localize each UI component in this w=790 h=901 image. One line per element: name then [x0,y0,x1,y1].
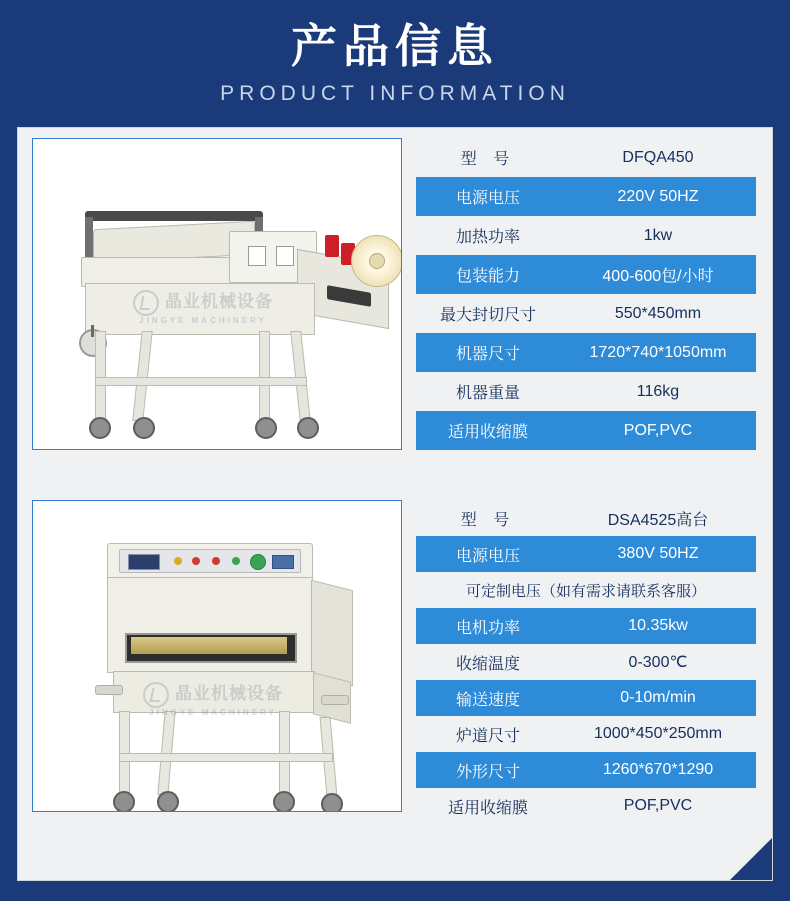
spec-value: DFQA450 [622,148,694,166]
product-block-2 [32,500,756,824]
spec-label: 加热功率 [455,229,520,246]
spec-value: 1kw [643,226,673,244]
spec-label: 机器重量 [455,385,520,402]
spec-value: 380V 50HZ [560,536,756,572]
spec-label: 机器尺寸 [416,333,560,372]
spec-value: DSA4525高台 [607,511,709,529]
spec-value: 10.35kw [560,608,756,644]
table-row [416,294,756,333]
page-title: 产品信息 [291,20,499,72]
table-row [416,333,756,372]
spec-value: 400-600包/小时 [560,255,756,294]
spec-label: 包装能力 [416,255,560,294]
spec-table-1 [416,138,756,450]
table-row [416,680,756,716]
shrink-tunnel-illustration [33,501,401,811]
brand-logo-icon [143,682,169,708]
spec-table-2 [416,500,756,824]
spec-label: 电源电压 [416,536,560,572]
spec-value: 1000*450*250mm [593,725,723,742]
table-row-note [416,572,756,608]
spec-label: 外形尺寸 [416,752,560,788]
product-image-1 [32,138,402,450]
spec-label: 电源电压 [416,177,560,216]
table-row [416,372,756,411]
spec-label: 电机功率 [416,608,560,644]
table-row [416,608,756,644]
page-header [0,0,790,106]
table-row [416,716,756,752]
table-row [416,216,756,255]
spec-value: 220V 50HZ [560,177,756,216]
table-row [416,788,756,824]
product-image-2 [32,500,402,812]
spec-label: 型 号 [460,151,516,168]
spec-label: 适用收缩膜 [447,799,528,817]
l-bar-sealer-illustration [33,139,401,449]
table-row [416,411,756,450]
spec-label: 最大封切尺寸 [439,307,536,324]
content-panel [18,128,772,880]
spec-value: 0-10m/min [560,680,756,716]
watermark-1: 晶业机械设备 JINGYE MACHINERY [133,287,273,325]
spec-note: 可定制电压（如有需求请联系客服） [465,582,706,600]
spec-value: POF,PVC [560,411,756,450]
spec-label: 适用收缩膜 [416,411,560,450]
table-row [416,644,756,680]
table-row [416,255,756,294]
spec-label: 收缩温度 [455,655,520,673]
table-row [416,138,756,177]
spec-value: 550*450mm [614,304,702,322]
spec-value: 116kg [636,382,680,400]
corner-fold-decoration [730,838,772,880]
spec-value: 0-300℃ [628,654,688,671]
brand-logo-icon [133,290,159,316]
watermark-2: 晶业机械设备 JINGYE MACHINERY [143,679,283,717]
spec-label: 输送速度 [416,680,560,716]
table-row [416,536,756,572]
spec-value: 1720*740*1050mm [560,333,756,372]
control-panel-illustration [119,549,301,573]
table-row [416,752,756,788]
table-row [416,500,756,536]
spec-label: 炉道尺寸 [455,727,520,745]
spec-value: POF,PVC [623,797,693,814]
page-subtitle: PRODUCT INFORMATION [220,81,570,105]
product-block-1 [32,138,756,450]
spec-label: 型 号 [460,511,516,529]
spec-value: 1260*670*1290 [560,752,756,788]
table-row [416,177,756,216]
